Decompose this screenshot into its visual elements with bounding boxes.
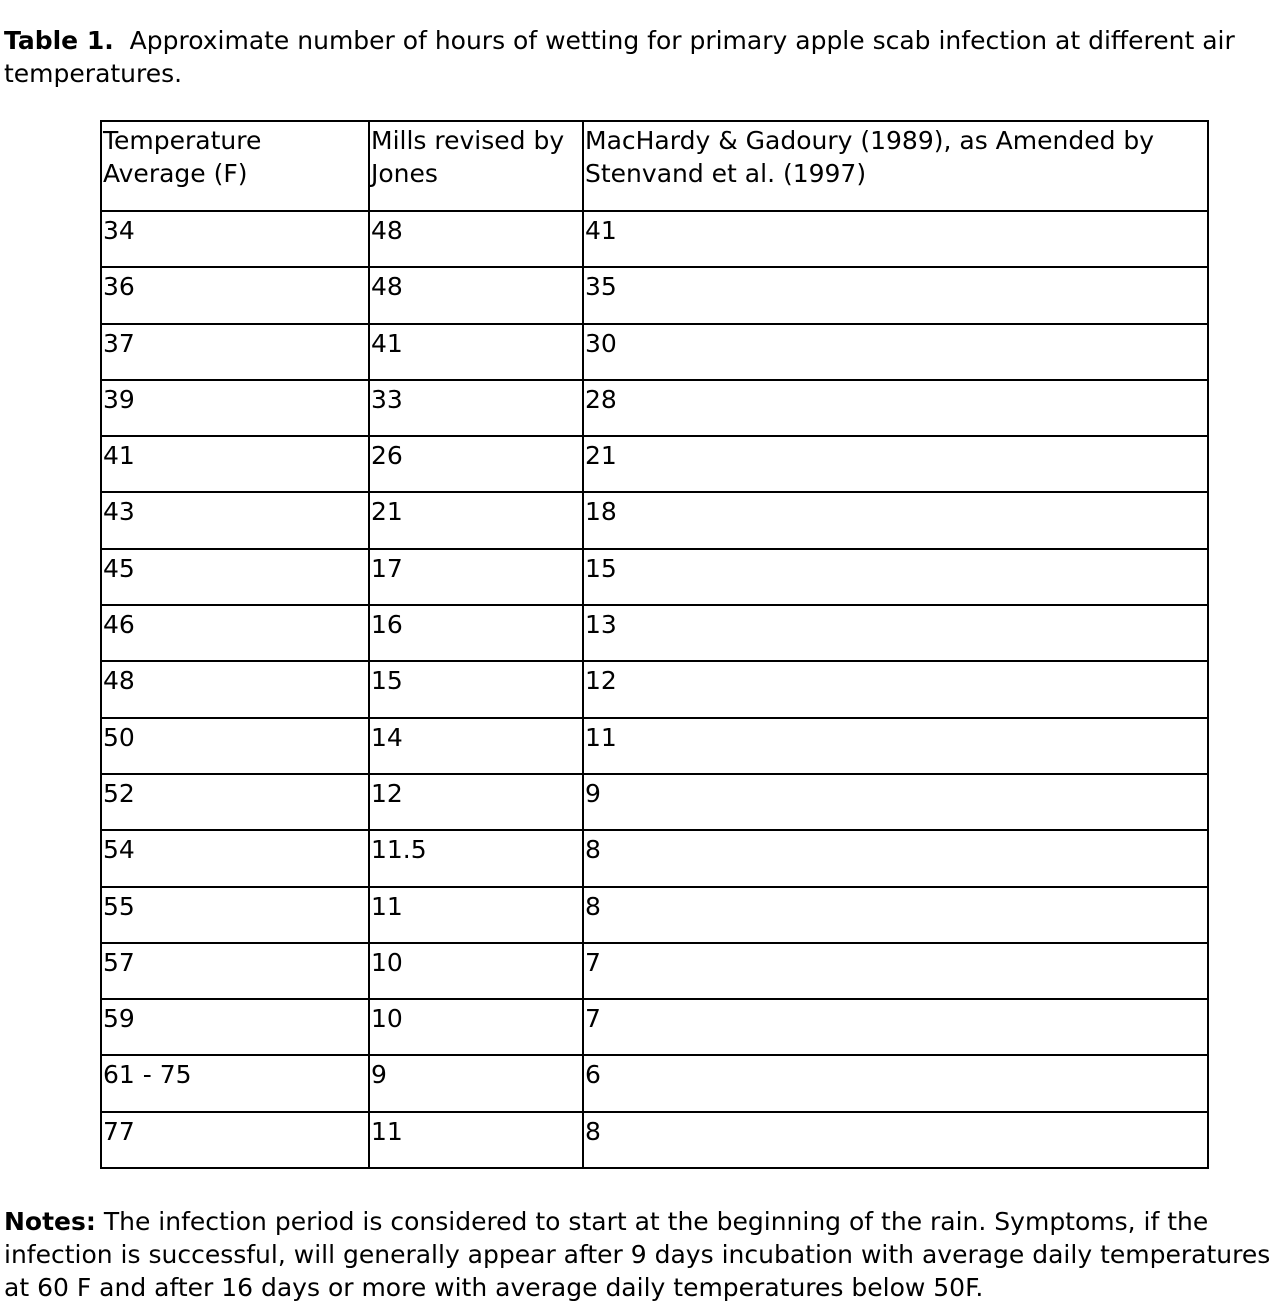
- cell-machardy-gadoury: 8: [583, 830, 1208, 886]
- table-body: [101, 211, 1208, 1168]
- cell-temperature: 48: [101, 661, 369, 717]
- header-temperature: Temperature Average (F): [101, 121, 369, 211]
- table-header-row: [101, 121, 1208, 211]
- cell-temperature: 46: [101, 605, 369, 661]
- cell-temperature: 54: [101, 830, 369, 886]
- cell-temperature: 61 - 75: [101, 1055, 369, 1111]
- cell-machardy-gadoury: 6: [583, 1055, 1208, 1111]
- cell-machardy-gadoury: 28: [583, 380, 1208, 436]
- notes-text: The infection period is considered to start at the beginning of the rain. Symptoms, if the infection is successful, will generally appear after 9 days incubation with average daily temperatures at 60 F and after 16 days or more with average daily temperatures below 50F.: [4, 1207, 1271, 1302]
- cell-mills-jones: 33: [369, 380, 583, 436]
- cell-temperature: 39: [101, 380, 369, 436]
- cell-temperature: 34: [101, 211, 369, 267]
- table-row: [101, 492, 1208, 548]
- cell-machardy-gadoury: 18: [583, 492, 1208, 548]
- wetting-hours-table: [100, 120, 1209, 1169]
- cell-machardy-gadoury: 7: [583, 999, 1208, 1055]
- cell-temperature: 57: [101, 943, 369, 999]
- caption-label: Table 1.: [4, 26, 114, 55]
- header-mills-jones: Mills revised by Jones: [369, 121, 583, 211]
- cell-mills-jones: 14: [369, 718, 583, 774]
- table-row: [101, 1112, 1208, 1168]
- cell-temperature: 52: [101, 774, 369, 830]
- cell-temperature: 37: [101, 324, 369, 380]
- cell-machardy-gadoury: 41: [583, 211, 1208, 267]
- table-row: [101, 380, 1208, 436]
- cell-mills-jones: 48: [369, 267, 583, 323]
- cell-temperature: 55: [101, 887, 369, 943]
- cell-mills-jones: 10: [369, 943, 583, 999]
- table-row: [101, 211, 1208, 267]
- table-row: [101, 830, 1208, 886]
- cell-machardy-gadoury: 9: [583, 774, 1208, 830]
- table-row: [101, 999, 1208, 1055]
- table-row: [101, 267, 1208, 323]
- table-row: [101, 887, 1208, 943]
- cell-machardy-gadoury: 13: [583, 605, 1208, 661]
- table-caption: [4, 24, 1269, 90]
- header-machardy-gadoury: MacHardy & Gadoury (1989), as Amended by Stenvand et al. (1997): [583, 121, 1208, 211]
- cell-temperature: 36: [101, 267, 369, 323]
- cell-mills-jones: 26: [369, 436, 583, 492]
- cell-machardy-gadoury: 8: [583, 1112, 1208, 1168]
- cell-mills-jones: 15: [369, 661, 583, 717]
- table-row: [101, 605, 1208, 661]
- cell-machardy-gadoury: 12: [583, 661, 1208, 717]
- cell-machardy-gadoury: 11: [583, 718, 1208, 774]
- cell-machardy-gadoury: 21: [583, 436, 1208, 492]
- table-row: [101, 549, 1208, 605]
- table-row: [101, 774, 1208, 830]
- table-row: [101, 661, 1208, 717]
- cell-machardy-gadoury: 8: [583, 887, 1208, 943]
- cell-mills-jones: 41: [369, 324, 583, 380]
- cell-machardy-gadoury: 15: [583, 549, 1208, 605]
- caption-text: Approximate number of hours of wetting for primary apple scab infection at different air temperatures.: [4, 26, 1235, 88]
- table-row: [101, 436, 1208, 492]
- table-row: [101, 1055, 1208, 1111]
- cell-mills-jones: 11.5: [369, 830, 583, 886]
- table-row: [101, 718, 1208, 774]
- notes: [4, 1205, 1274, 1304]
- table-row: [101, 324, 1208, 380]
- cell-mills-jones: 21: [369, 492, 583, 548]
- cell-mills-jones: 16: [369, 605, 583, 661]
- cell-mills-jones: 10: [369, 999, 583, 1055]
- cell-mills-jones: 11: [369, 887, 583, 943]
- cell-mills-jones: 17: [369, 549, 583, 605]
- cell-temperature: 43: [101, 492, 369, 548]
- cell-machardy-gadoury: 35: [583, 267, 1208, 323]
- cell-temperature: 41: [101, 436, 369, 492]
- cell-mills-jones: 9: [369, 1055, 583, 1111]
- cell-temperature: 45: [101, 549, 369, 605]
- cell-mills-jones: 11: [369, 1112, 583, 1168]
- cell-machardy-gadoury: 7: [583, 943, 1208, 999]
- cell-temperature: 59: [101, 999, 369, 1055]
- notes-label: Notes:: [4, 1207, 96, 1236]
- table-row: [101, 943, 1208, 999]
- cell-temperature: 77: [101, 1112, 369, 1168]
- cell-temperature: 50: [101, 718, 369, 774]
- cell-mills-jones: 12: [369, 774, 583, 830]
- cell-machardy-gadoury: 30: [583, 324, 1208, 380]
- cell-mills-jones: 48: [369, 211, 583, 267]
